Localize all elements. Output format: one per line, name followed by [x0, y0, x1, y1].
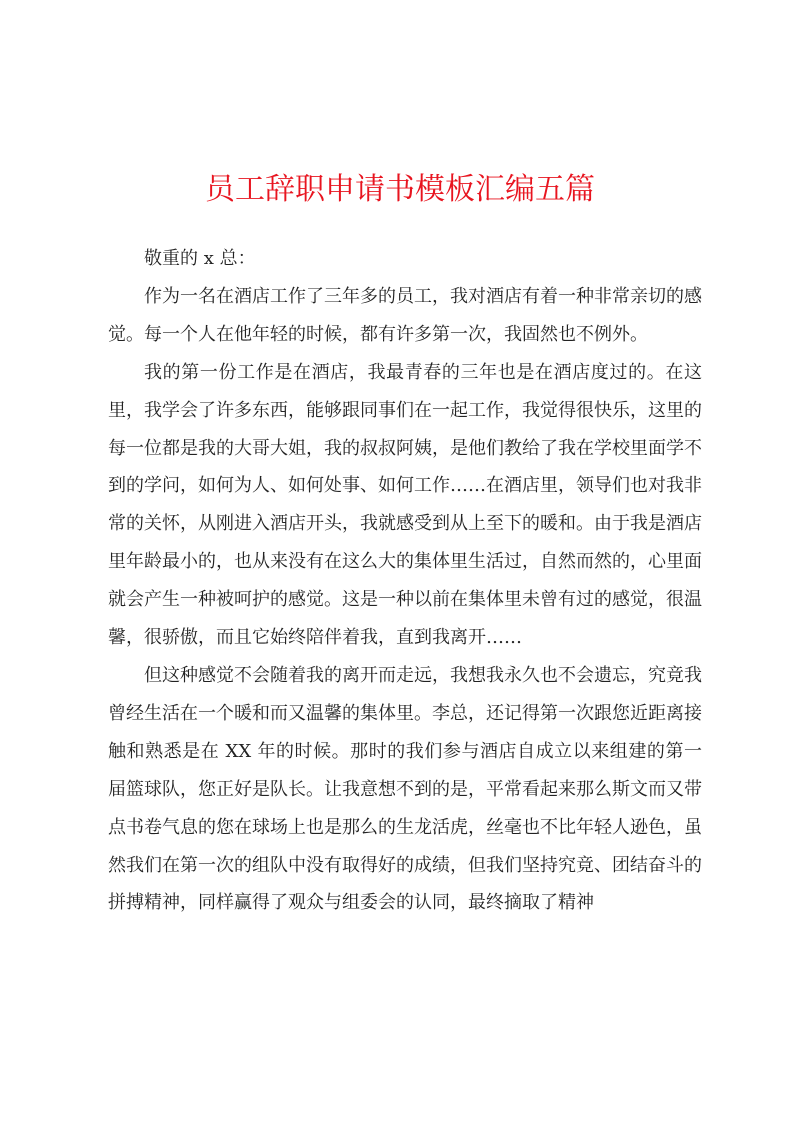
paragraph-3: 但这种感觉不会随着我的离开而走远，我想我永久也不会遗忘，究竟我曾经生活在一个暖和而又温馨的集体里。李总，还记得第一次跟您近距离接触和熟悉是在 XX 年的时候。那时的我们参与酒店自成立以来组建的第一届篮球队，您正好是队长。让我意想不到的是，平常看起来那么斯文而又带点书卷气息的您在球场上也是那么的生龙活虎，丝毫也不比年轻人逊色，虽然我们在第一次的组队中没有取得好的成绩，但我们坚持究竟、团结奋斗的拼搏精神，同样赢得了观众与组委会的认同，最终摘取了精神 — [108, 664, 702, 914]
document-title: 员工辞职申请书模板汇编五篇 — [205, 172, 595, 207]
document-body — [108, 240, 702, 922]
salutation: 敬重的 x 总： — [144, 248, 256, 269]
paragraph-1: 作为一名在酒店工作了三年多的员工，我对酒店有着一种非常亲切的感觉。每一个人在他年轻的时候，都有许多第一次，我固然也不例外。 — [108, 285, 702, 345]
paragraph-2: 我的第一份工作是在酒店，我最青春的三年也是在酒店度过的。在这里，我学会了许多东西，能够跟同事们在一起工作，我觉得很快乐，这里的每一位都是我的大哥大姐，我的叔叔阿姨，是他们教给了我在学校里面学不到的学问，如何为人、如何处事、如何工作……在酒店里，领导们也对我非常的关怀，从刚进入酒店开头，我就感受到从上至下的暖和。由于我是酒店里年龄最小的，也从来没有在这么大的集体里生活过，自然而然的，心里面就会产生一种被呵护的感觉。这是一种以前在集体里未曾有过的感觉，很温馨，很骄傲，而且它始终陪伴着我，直到我离开…… — [108, 361, 702, 649]
